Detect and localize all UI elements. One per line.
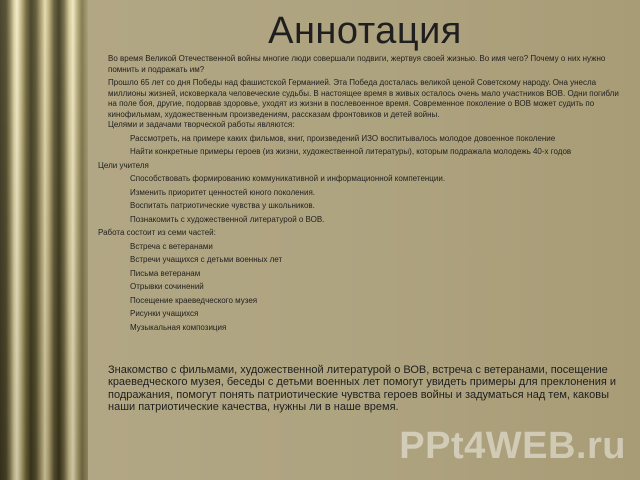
slide-title: Аннотация — [268, 10, 462, 52]
goal-item: Рассмотреть, на примере каких фильмов, книг, произведений ИЗО воспитывалось молодое довоенное поколение — [130, 133, 556, 143]
teacher-goals-heading: Цели учителя — [98, 160, 149, 170]
goals-heading: Целями и задачами творческой работы являются: — [108, 120, 295, 129]
goal-item: Найти конкретные примеры героев (из жизни, художественной литературы), которым подражала молодежь 40-х годов — [130, 147, 572, 156]
part-item: Встреча с ветеранами — [130, 241, 213, 251]
teacher-goals-list — [98, 174, 628, 225]
watermark-logo: PPt4WEB.ru — [399, 425, 626, 467]
part-item: Отрывки сочинений — [130, 282, 204, 291]
teacher-goal-item: Изменить приоритет ценностей юного поколения. — [130, 187, 315, 197]
parts-list — [98, 242, 628, 334]
teacher-goal-item: Воспитать патриотические чувства у школьников. — [130, 201, 315, 210]
teacher-goal-item: Познакомить с художественной литературой о ВОВ. — [130, 214, 325, 224]
part-item: Посещение краеведческого музея — [130, 295, 258, 305]
part-item: Письма ветеранам — [130, 268, 201, 278]
intro-question: Во время Великой Отечественной войны многие люди совершали подвиги, жертвуя своей жизнью. Во имя чего? Почему о них нужно помнить и подражать им? — [108, 54, 606, 74]
summary-paragraph: Знакомство с фильмами, художественной литературой о ВОВ, встреча с ветеранами, посещение краеведческого музея, беседы с детьми военных лет помогут увидеть примеры для преклонения и подражания, помогут понять патриотические чувства героев войны и задуматься над тем, каковы наши патриотические качества, нужны ли в наше время. — [108, 364, 616, 413]
part-item: Музыкальная композиция — [130, 322, 227, 332]
part-item: Встречи учащихся с детьми военных лет — [130, 255, 283, 264]
goals-list — [98, 134, 628, 158]
annotation-body — [98, 54, 628, 336]
part-item: Рисунки учащихся — [130, 309, 199, 318]
teacher-goal-item: Способствовать формированию коммуникативной и информационной компетенции. — [130, 174, 446, 183]
parts-heading: Работа состоит из семи частей: — [98, 228, 216, 237]
intro-context: Прошло 65 лет со дня Победы над фашистской Германией. Эта Победа досталась великой ценой Советскому народу. Она унесла миллионы жизней, исковеркала человеческие судьбы. В настоящее время в живых осталось очень мало участников ВОВ. Одни погибли на поле боя, другие, подорвав здоровье, уходят из жизни в послевоенное время. Современное поколение о ВОВ может судить по кинофильмам, художественным произведениям, рассказам фронтовиков и детей войны. — [108, 78, 619, 119]
decorative-stripes — [0, 0, 88, 480]
